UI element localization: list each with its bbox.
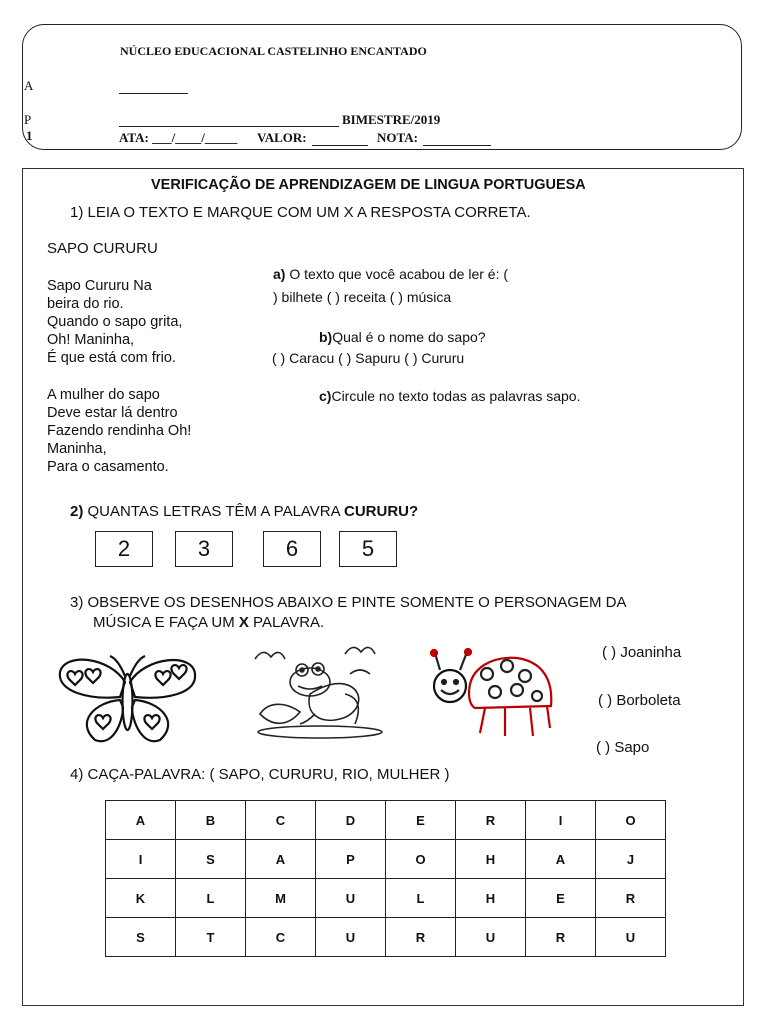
q3-line2-x: X <box>238 614 249 631</box>
table-row <box>106 801 666 840</box>
q1a-text: O texto que você acabou de ler é: ( <box>289 266 509 282</box>
poem-line: Sapo Cururu Na <box>47 278 152 294</box>
bimestre-label: BIMESTRE/2019 <box>342 112 441 127</box>
table-row <box>106 840 666 879</box>
frog-icon[interactable] <box>250 644 385 739</box>
q1a-options[interactable]: ) bilhete ( ) receita ( ) música <box>273 289 452 305</box>
poem-line: Maninha, <box>47 441 107 457</box>
grid-cell[interactable]: H <box>456 840 526 879</box>
date-field: ATA: ___/____/_____ <box>119 130 238 145</box>
q1b-text: Qual é o nome do sapo? <box>332 329 486 345</box>
q1b-options[interactable]: ( ) Caracu ( ) Sapuru ( ) Cururu <box>272 350 465 366</box>
poem-line: beira do rio. <box>47 296 124 312</box>
grid-cell[interactable]: C <box>246 801 316 840</box>
grid-cell[interactable]: E <box>386 801 456 840</box>
table-row <box>106 879 666 918</box>
butterfly-icon[interactable] <box>55 652 200 747</box>
poem-line: Deve estar lá dentro <box>47 405 178 421</box>
grid-cell[interactable]: K <box>106 879 176 918</box>
choice-joaninha[interactable]: ( ) Joaninha <box>602 644 682 661</box>
answer-box-6[interactable]: 6 <box>263 531 321 567</box>
nota-line <box>423 145 491 146</box>
name-line <box>119 93 188 94</box>
q2-num: 2) <box>70 503 84 520</box>
grid-cell[interactable]: U <box>316 918 386 957</box>
grid-cell[interactable]: O <box>596 801 666 840</box>
header-label-p: P <box>24 112 32 127</box>
answer-box-2[interactable]: 2 <box>95 531 153 567</box>
q4-question: 4) CAÇA-PALAVRA: ( SAPO, CURURU, RIO, MULHER ) <box>70 766 450 783</box>
grid-cell[interactable]: E <box>526 879 596 918</box>
answer-box-3[interactable]: 3 <box>175 531 233 567</box>
word-search-grid <box>105 800 666 957</box>
grid-cell[interactable]: R <box>526 918 596 957</box>
grid-cell[interactable]: D <box>316 801 386 840</box>
q1b-label: b) <box>319 329 333 345</box>
q1-heading: 1) LEIA O TEXTO E MARQUE COM UM X A RESPOSTA CORRETA. <box>70 204 531 221</box>
grid-cell[interactable]: P <box>316 840 386 879</box>
page-title: VERIFICAÇÃO DE APRENDIZAGEM DE LINGUA PORTUGUESA <box>151 177 586 193</box>
q1c-text: Circule no texto todas as palavras sapo. <box>331 388 581 404</box>
grid-cell[interactable]: L <box>176 879 246 918</box>
grid-cell[interactable]: B <box>176 801 246 840</box>
q2-question <box>70 503 418 520</box>
grid-cell[interactable]: U <box>596 918 666 957</box>
grid-cell[interactable]: R <box>456 801 526 840</box>
grid-cell[interactable]: M <box>246 879 316 918</box>
choice-sapo[interactable]: ( ) Sapo <box>596 739 650 756</box>
poem-line: A mulher do sapo <box>47 387 160 403</box>
grid-cell[interactable]: A <box>246 840 316 879</box>
valor-label: VALOR: <box>257 130 307 145</box>
answer-box-5[interactable]: 5 <box>339 531 397 567</box>
poem-line: Fazendo rendinha Oh! <box>47 423 192 439</box>
q3-line1: 3) OBSERVE OS DESENHOS ABAIXO E PINTE SOMENTE O PERSONAGEM DA <box>70 594 627 611</box>
grid-cell[interactable]: R <box>596 879 666 918</box>
q1b-question <box>319 329 486 345</box>
header-label-a: A <box>24 78 34 93</box>
grid-cell[interactable]: T <box>176 918 246 957</box>
poem-title: SAPO CURURU <box>47 240 158 257</box>
q3-line2-c: PALAVRA. <box>248 614 325 631</box>
table-row <box>106 918 666 957</box>
poem-stanza-2 <box>47 386 191 476</box>
grid-cell[interactable]: L <box>386 879 456 918</box>
grid-cell[interactable]: U <box>456 918 526 957</box>
q2-text: QUANTAS LETRAS TÊM A PALAVRA <box>87 503 344 520</box>
header-label-1: 1 <box>26 128 33 143</box>
poem-line: Para o casamento. <box>47 459 169 475</box>
poem-line: Quando o sapo grita, <box>47 314 183 330</box>
q1a-question <box>273 266 508 282</box>
q1c-label: c) <box>319 388 332 404</box>
grid-cell[interactable]: R <box>386 918 456 957</box>
grid-cell[interactable]: A <box>526 840 596 879</box>
grid-cell[interactable]: S <box>176 840 246 879</box>
q3-line2-a: MÚSICA E FAÇA UM <box>93 614 239 631</box>
poem-line: Oh! Maninha, <box>47 332 135 348</box>
grid-cell[interactable]: I <box>106 840 176 879</box>
grid-cell[interactable]: S <box>106 918 176 957</box>
choice-borboleta[interactable]: ( ) Borboleta <box>598 692 681 709</box>
ladybug-icon[interactable] <box>425 648 560 743</box>
q3-line2 <box>93 614 324 631</box>
valor-line <box>312 145 368 146</box>
poem-line: É que está com frio. <box>47 350 176 366</box>
q2-word: CURURU? <box>344 503 419 520</box>
class-line <box>119 126 339 127</box>
q1a-label: a) <box>273 266 286 282</box>
grid-cell[interactable]: C <box>246 918 316 957</box>
school-name: NÚCLEO EDUCACIONAL CASTELINHO ENCANTADO <box>120 44 427 58</box>
grid-cell[interactable]: O <box>386 840 456 879</box>
grid-cell[interactable]: J <box>596 840 666 879</box>
q1c-question <box>319 388 580 404</box>
poem-stanza-1 <box>47 277 182 367</box>
grid-cell[interactable]: U <box>316 879 386 918</box>
nota-label: NOTA: <box>377 130 418 145</box>
grid-cell[interactable]: H <box>456 879 526 918</box>
grid-cell[interactable]: I <box>526 801 596 840</box>
grid-cell[interactable]: A <box>106 801 176 840</box>
